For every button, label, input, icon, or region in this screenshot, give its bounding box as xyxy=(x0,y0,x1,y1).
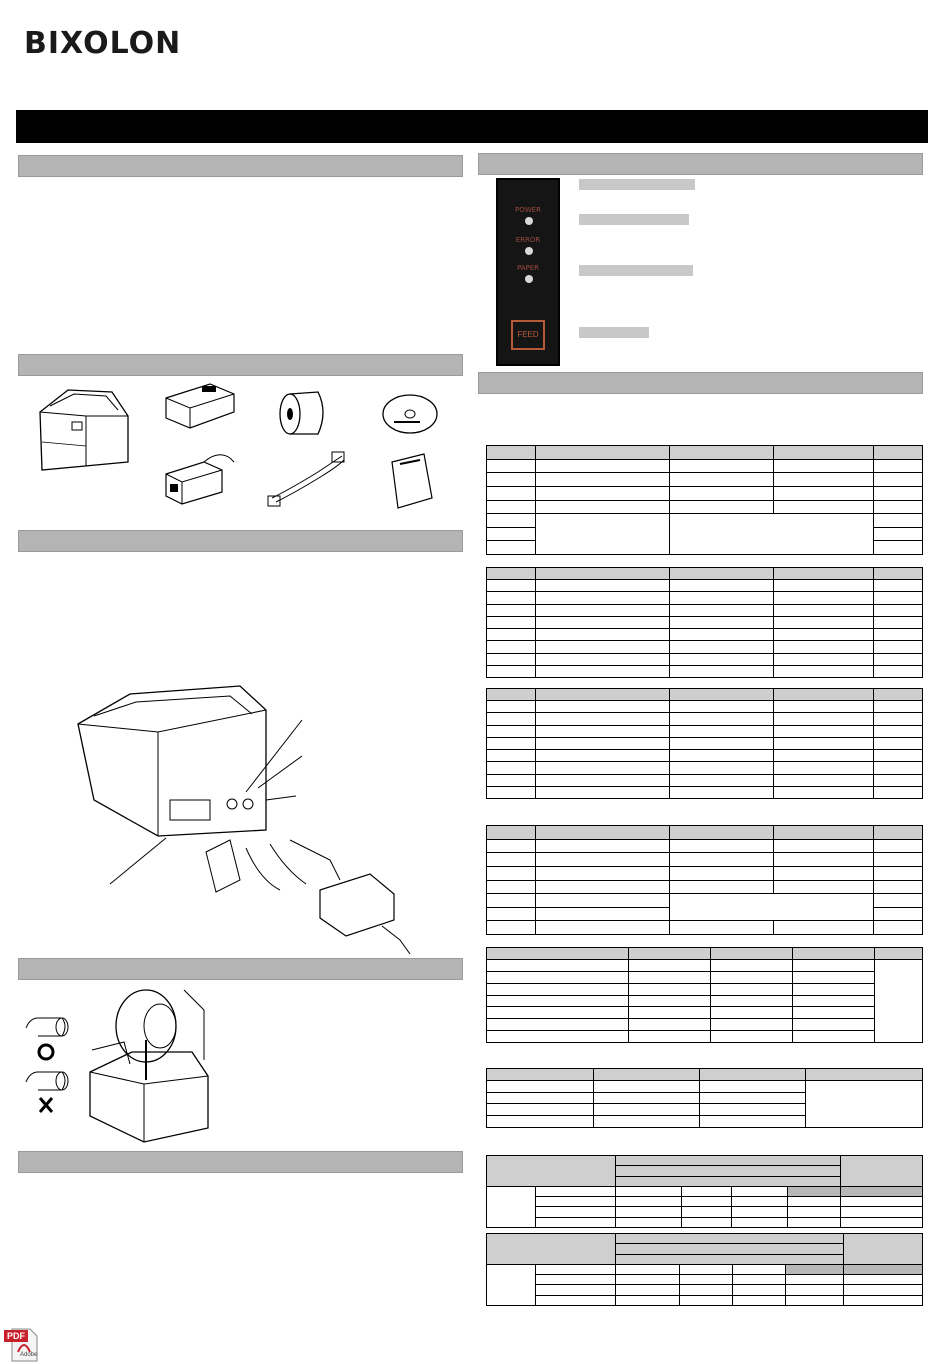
control-panel-image xyxy=(496,178,560,366)
interface-card-icon xyxy=(160,378,240,436)
pdf-icon[interactable] xyxy=(4,1328,38,1362)
paper-roll-incorrect-icon xyxy=(22,1068,74,1116)
dip-switch-table-3 xyxy=(486,688,923,799)
feed-button-description xyxy=(579,327,649,338)
printer-rear-illustration xyxy=(70,680,430,960)
error-led-label: ERROR xyxy=(515,236,541,244)
paper-led-description xyxy=(579,265,693,276)
dip-switch-table-1 xyxy=(486,445,923,555)
error-led xyxy=(525,247,533,255)
printer-icon xyxy=(28,382,136,474)
paper-led xyxy=(525,275,533,283)
section-header-self-test xyxy=(18,1151,463,1173)
memory-switch-table-2 xyxy=(486,1233,923,1306)
paper-roll-icon xyxy=(272,388,334,440)
dip-switch-table-4 xyxy=(486,825,923,935)
power-led xyxy=(525,217,533,225)
pdf-tag: PDF xyxy=(4,1330,28,1342)
brand-logo: BIXOLON xyxy=(24,26,182,61)
manual-icon xyxy=(384,452,440,510)
section-header-connecting-cables xyxy=(18,530,463,552)
density-table xyxy=(486,1068,923,1128)
power-cord-icon xyxy=(262,448,352,512)
section-header-dip-switch xyxy=(478,372,923,394)
title-bar xyxy=(16,110,928,143)
paper-led-label: PAPER xyxy=(516,264,540,272)
section-header-installing-paper xyxy=(18,958,463,980)
power-adapter-icon xyxy=(160,448,240,510)
feed-button[interactable]: FEED xyxy=(511,320,545,350)
memory-switch-table-1 xyxy=(486,1155,923,1228)
power-led-label: POWER xyxy=(515,206,541,214)
paper-install-illustration xyxy=(84,980,214,1148)
baud-rate-table xyxy=(486,947,923,1043)
dip-switch-table-2 xyxy=(486,567,923,678)
power-led-description xyxy=(579,179,695,190)
section-header-control-panel xyxy=(478,153,923,175)
cd-icon xyxy=(380,392,440,436)
section-header-accessories xyxy=(18,354,463,376)
paper-roll-correct-icon xyxy=(22,1014,74,1062)
error-led-description xyxy=(579,214,689,225)
pdf-subtitle: Adobe xyxy=(20,1352,38,1358)
section-header-introduction xyxy=(18,155,463,177)
